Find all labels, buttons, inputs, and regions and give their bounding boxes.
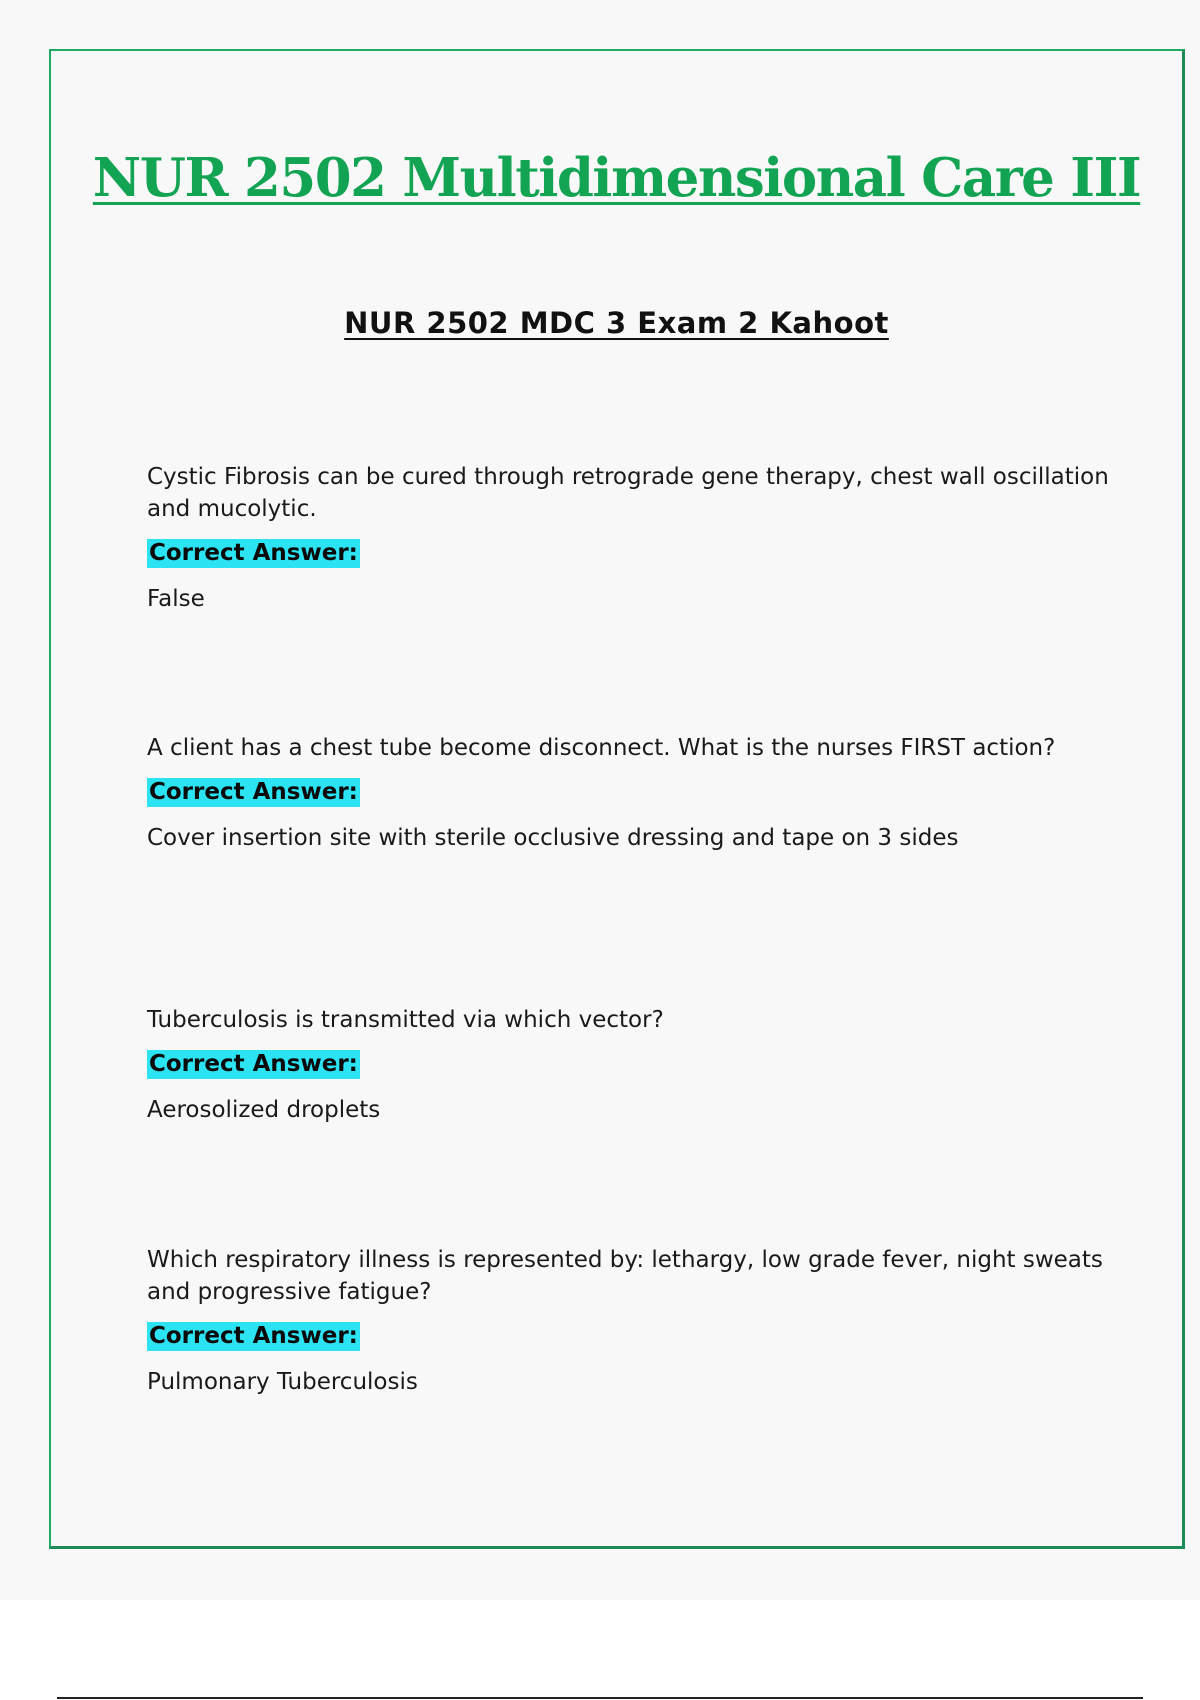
qa-item bbox=[147, 461, 1127, 615]
qa-item bbox=[147, 732, 1127, 854]
answer-text: Aerosolized droplets bbox=[147, 1097, 381, 1123]
question-text: A client has a chest tube become disconnect. What is the nurses FIRST action? bbox=[147, 735, 1056, 761]
answer-text: Pulmonary Tuberculosis bbox=[147, 1369, 418, 1395]
document-page bbox=[49, 49, 1185, 1549]
question-text: Tuberculosis is transmitted via which vector? bbox=[147, 1007, 664, 1033]
answer-text: False bbox=[147, 586, 205, 612]
question-text: Cystic Fibrosis can be cured through retrograde gene therapy, chest wall oscillation and mucolytic. bbox=[147, 464, 1109, 522]
qa-item bbox=[147, 1004, 1127, 1126]
document-subtitle: NUR 2502 MDC 3 Exam 2 Kahoot bbox=[344, 306, 889, 340]
question-text: Which respiratory illness is represented by: lethargy, low grade fever, night sweats and progressive fatigue? bbox=[147, 1247, 1103, 1305]
correct-answer-label: Correct Answer: bbox=[149, 779, 358, 805]
document-title: NUR 2502 Multidimensional Care III bbox=[92, 147, 1141, 209]
correct-answer-label: Correct Answer: bbox=[149, 1051, 358, 1077]
footer-divider bbox=[57, 1697, 1143, 1699]
correct-answer-label: Correct Answer: bbox=[149, 540, 358, 566]
correct-answer-label: Correct Answer: bbox=[149, 1323, 358, 1349]
answer-text: Cover insertion site with sterile occlusive dressing and tape on 3 sides bbox=[147, 825, 959, 851]
qa-item bbox=[147, 1244, 1127, 1398]
